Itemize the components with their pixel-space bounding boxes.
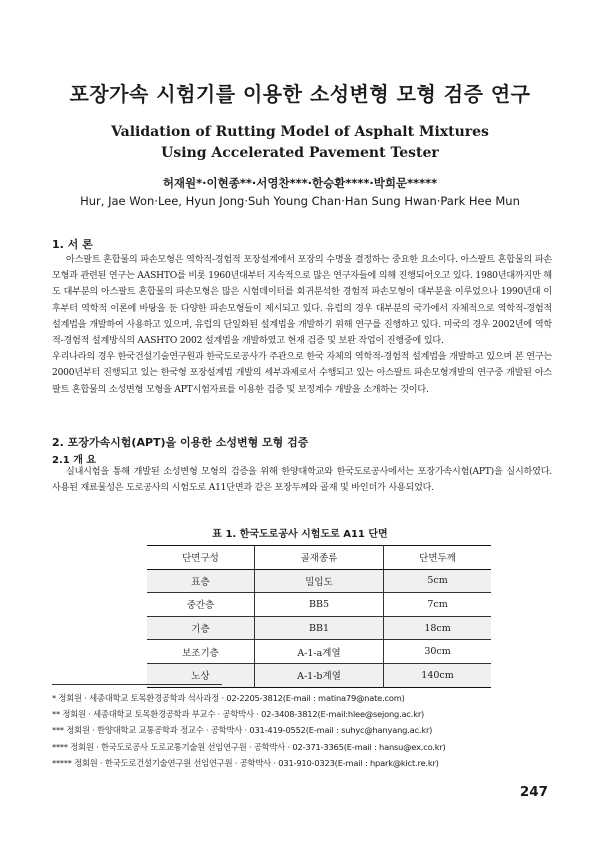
section-2-heading: 2. 포장가속시험(APT)을 이용한 소성변형 모형 검증 <box>52 436 309 449</box>
table-cell: 30cm <box>384 640 491 664</box>
table-header-cell: 단면두께 <box>384 546 491 570</box>
section-1-heading: 1. 서 론 <box>52 238 93 251</box>
paper-title-korean: 포장가속 시험기를 이용한 소성변형 모형 검증 연구 <box>69 82 531 106</box>
section-2-1-body <box>52 464 552 496</box>
table-cell: 중간층 <box>147 593 254 617</box>
section-1-paragraph-2: 우리나라의 경우 한국건설기술연구원과 한국도로공사가 주관으로 한국 자체의 역학적-경험적 설계법을 개발하고 있으며 본 연구는 2000년부터 진행되고 있는 한국형 포장설계법 개발의 세부과제로서 수행되고 있는 아스팔트 파손모형개발의 연구중 개발된 아스팔트 혼합물의 소성변형 모형을 APT시험자료를 이용한 검증 및 보정계수 개발을 소개하는 것이다. <box>52 352 552 395</box>
section-1-paragraph-1: 아스팔트 혼합물의 파손모형은 역학적-경험적 포장설계에서 포장의 수명을 결정하는 중요한 요소이다. 아스팔트 혼합물의 파손모형과 관련된 연구는 AASHTO를 비롯 1960년대부터 지속적으로 많은 연구자들에 의해 진행되어오고 있다. 1980년대까지만 해도 대부분의 아스팔트 혼합물의 파손모형은 많은 시험데이터를 회귀분석한 경험적 파손모형이 대부분을 이루었으나 1990년대 이후부터 역학적 이론에 바탕을 둔 다양한 파손모형들이 제시되고 있다. 유럽의 경우 대부분의 국가에서 자체적으로 역학적-경험적 설계법을 개발하여 사용하고 있으며, 유럽의 단일화된 설계법을 개발하기 위해 연구를 진행하고 있다. 미국의 경우 2002년에 역학적-경험적 설계방식의 AASHTO 2002 설계법을 개발하였고 현재 검증 및 보완 작업이 진행중에 있다. <box>52 255 552 347</box>
table-row <box>147 616 491 640</box>
footnote-item: * 정회원 · 세종대학교 토목환경공학과 석사과정 · 02-2205-3812(E-mail : matina79@nate.com) <box>52 693 405 703</box>
section-table <box>147 545 491 688</box>
table-cell: 보조기층 <box>147 640 254 664</box>
footnote-item: ** 정회원 · 세종대학교 토목환경공학과 부교수 · 공학박사 · 02-3408-3812(E-mail:hlee@sejong.ac.kr) <box>52 709 425 720</box>
table-row <box>147 593 491 617</box>
authors-korean: 허재원*·이현종**·서영찬***·한승환****·박희문***** <box>162 176 438 190</box>
table-cell: BB5 <box>254 593 383 617</box>
footnote-item: ***** 정회원 · 한국도로건설기술연구원 선임연구원 · 공학박사 · 031-910-0323(E-mail : hpark@kict.re.kr) <box>52 757 439 768</box>
section-1-body <box>52 252 552 398</box>
table-row <box>147 640 491 664</box>
table-cell: 5cm <box>384 569 491 593</box>
table-row <box>147 569 491 593</box>
footnote-item: **** 정회원 · 한국도로공사 도로교통기술원 선임연구원 · 공학박사 · 02-371-3365(E-mail : hansu@ex.co.kr) <box>52 741 446 752</box>
paper-title-english-line1: Validation of Rutting Model of Asphalt Mixtures <box>111 124 489 140</box>
footnotes <box>52 690 552 771</box>
table-cell: 밀입도 <box>254 569 383 593</box>
footnote-item: *** 정회원 · 한양대학교 교통공학과 정교수 · 공학박사 · 031-419-0552(E-mail : suhyc@hanyang.ac.kr) <box>52 725 433 736</box>
page-number: 247 <box>519 784 548 800</box>
table-header-cell: 단면구성 <box>147 546 254 570</box>
section-2-1-paragraph-1: 실내시험을 통해 개발된 소성변형 모형의 검증을 위해 한양대학교와 한국도로공사에서는 포장가속시험(APT)을 실시하였다. 사용된 재료물성은 도로공사의 시험도로 A11단면과 같은 포장두께와 골재 및 바인더가 사용되었다. <box>52 467 552 494</box>
footnote-divider <box>52 684 222 685</box>
section-2-1-heading: 2.1 개 요 <box>52 455 96 466</box>
table-cell: A-1-b계열 <box>254 663 383 687</box>
paper-title-english-line2: Using Accelerated Pavement Tester <box>161 145 439 161</box>
table-cell: 기층 <box>147 616 254 640</box>
table-cell: 18cm <box>384 616 491 640</box>
table-header-row <box>147 546 491 570</box>
table-cell: 노상 <box>147 663 254 687</box>
table-cell: BB1 <box>254 616 383 640</box>
authors-english: Hur, Jae Won·Lee, Hyun Jong·Suh Young Chan·Han Sung Hwan·Park Hee Mun <box>80 194 520 208</box>
paper-title-english <box>0 122 600 164</box>
table-cell: A-1-a계열 <box>254 640 383 664</box>
table-cell: 140cm <box>384 663 491 687</box>
table-caption: 표 1. 한국도로공사 시험도로 A11 단면 <box>212 529 388 540</box>
table-cell: 7cm <box>384 593 491 617</box>
table-cell: 표층 <box>147 569 254 593</box>
table-header-cell: 골재종류 <box>254 546 383 570</box>
